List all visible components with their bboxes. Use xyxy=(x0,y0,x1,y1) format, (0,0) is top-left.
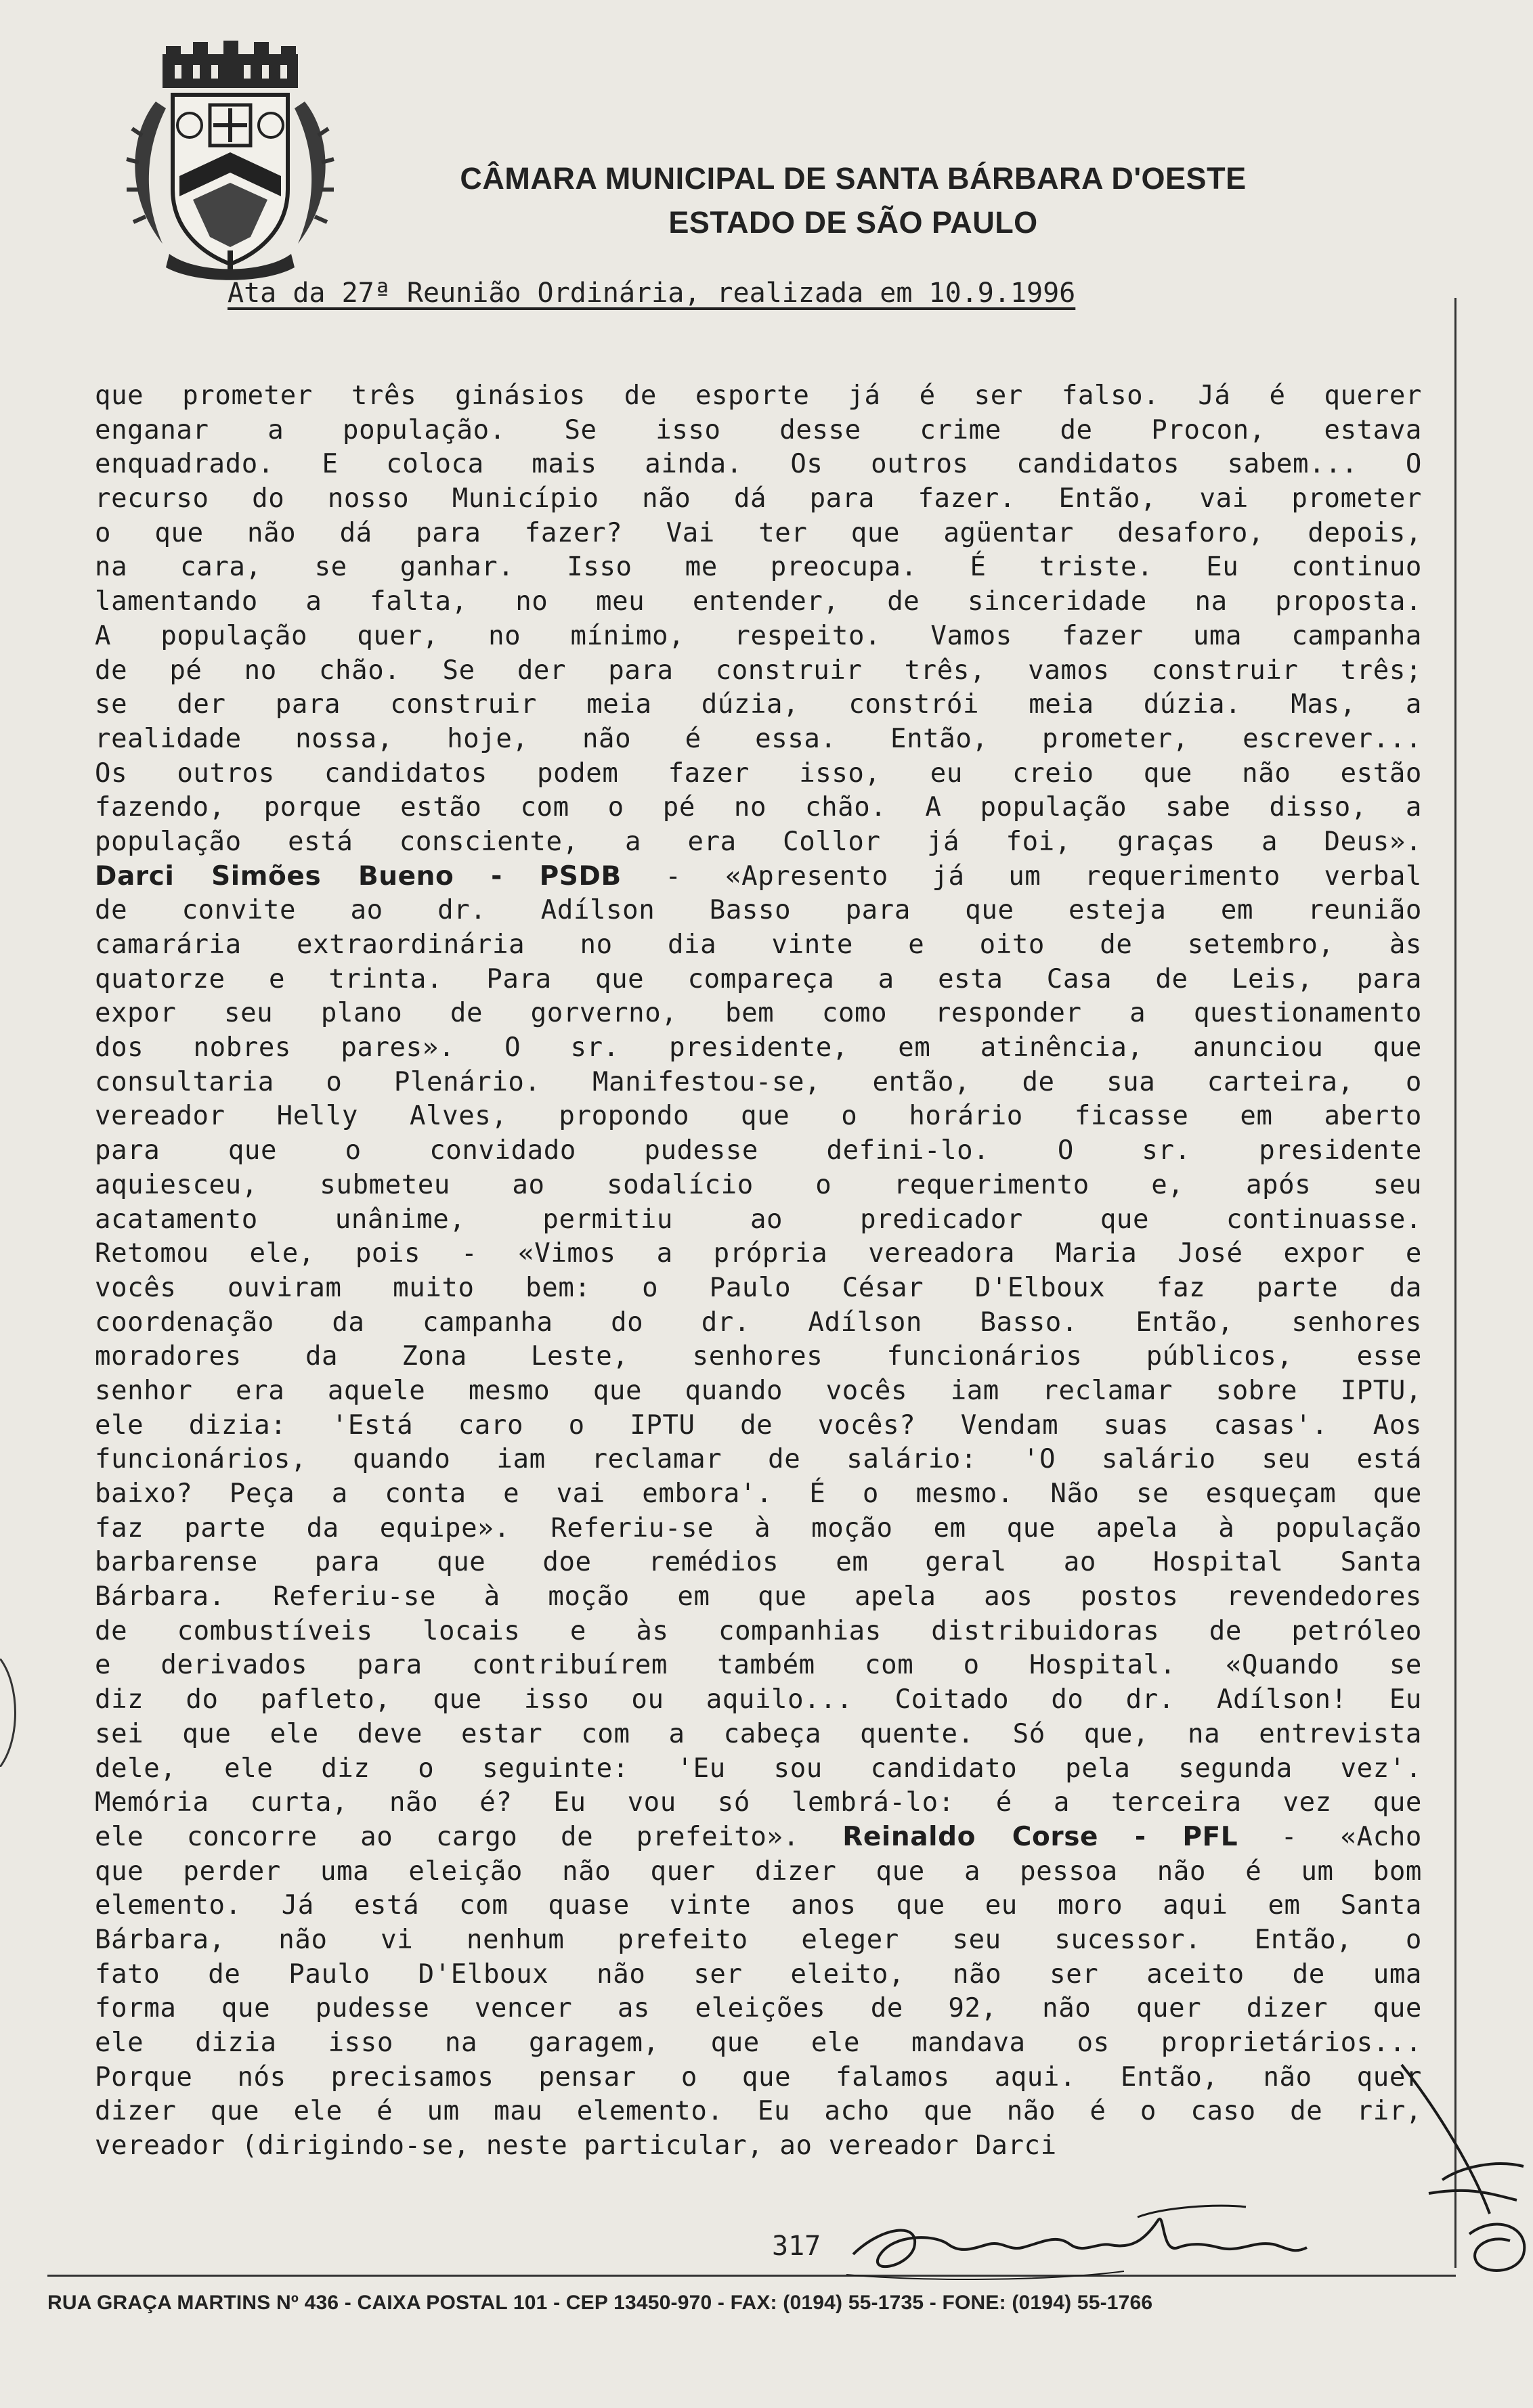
body-line: de pé no chão. Se der para construir três, vamos construir três; xyxy=(95,655,1422,686)
institution-name: CÂMARA MUNICIPAL DE SANTA BÁRBARA D'OESTE xyxy=(460,161,1247,196)
body-line: moradores da Zona Leste, senhores funcionários públicos, esse xyxy=(95,1341,1422,1372)
speaker-name: Darci Simões Bueno - PSDB xyxy=(95,860,622,892)
body-line: barbarense para que doe remédios em geral ao Hospital Santa xyxy=(95,1547,1422,1578)
municipal-coat-of-arms-icon xyxy=(115,41,345,284)
handwritten-signature xyxy=(840,2180,1368,2288)
body-line: que perder uma eleição não quer dizer que a pessoa não é um bom xyxy=(95,1856,1422,1887)
body-line: baixo? Peça a conta e vai embora'. É o mesmo. Não se esqueçam que xyxy=(95,1479,1422,1509)
body-line-fragment: ele concorre ao cargo de prefeito». xyxy=(95,1821,843,1852)
body-line: Retomou ele, pois - «Vimos a própria vereadora Maria José expor e xyxy=(95,1238,1422,1269)
body-line: fazendo, porque estão com o pé no chão. A população sabe disso, a xyxy=(95,792,1422,823)
body-line: vereador (dirigindo-se, neste particular, ao vereador Darci xyxy=(95,2130,1057,2162)
body-line: dele, ele diz o seguinte: 'Eu sou candidato pela segunda vez'. xyxy=(95,1753,1422,1784)
body-line: elemento. Já está com quase vinte anos que eu moro aqui em Santa xyxy=(95,1890,1422,1921)
footer-address: RUA GRAÇA MARTINS Nº 436 - CAIXA POSTAL 101 - CEP 13450-970 - FAX: (0194) 55-1735 - FONE: (0194) 55-1766 xyxy=(47,2292,1153,2314)
body-line: diz do pafleto, que isso ou aquilo... Coitado do dr. Adílson! Eu xyxy=(95,1684,1422,1715)
body-line: aquiesceu, submeteu ao sodalício o requerimento e, após seu xyxy=(95,1169,1422,1200)
body-line: que prometer três ginásios de esporte já é ser falso. Já é querer xyxy=(95,380,1422,411)
initials-signature xyxy=(1388,2058,1533,2281)
minutes-body xyxy=(95,379,1422,2164)
body-line: vocês ouviram muito bem: o Paulo César D'Elboux faz parte da xyxy=(95,1272,1422,1303)
body-line: expor seu plano de gorverno, bem como responder a questionamento xyxy=(95,998,1422,1029)
body-line: Bárbara. Referiu-se à moção em que apela aos postos revendedores xyxy=(95,1581,1422,1613)
body-line: Bárbara, não vi nenhum prefeito eleger seu sucessor. Então, o xyxy=(95,1924,1422,1955)
body-line: consultaria o Plenário. Manifestou-se, então, de sua carteira, o xyxy=(95,1066,1422,1097)
body-line: ele dizia: 'Está caro o IPTU de vocês? Vendam suas casas'. Aos xyxy=(95,1409,1422,1441)
page-number: 317 xyxy=(772,2231,821,2262)
body-line: Porque nós precisamos pensar o que falamos aqui. Então, não quer xyxy=(95,2061,1422,2093)
body-line: Memória curta, não é? Eu vou só lembrá-lo: é a terceira vez que xyxy=(95,1787,1422,1818)
body-line: sei que ele deve estar com a cabeça quente. Só que, na entrevista xyxy=(95,1718,1422,1749)
minutes-title: Ata da 27ª Reunião Ordinária, realizada em 10.9.1996 xyxy=(228,278,1076,309)
body-line: realidade nossa, hoje, não é essa. Então, prometer, escrever... xyxy=(95,723,1422,754)
body-line: população está consciente, a era Collor já foi, graças a Deus». xyxy=(95,826,1422,857)
body-line: dos nobres pares». O sr. presidente, em atinência, anunciou que xyxy=(95,1032,1422,1064)
body-line: para que o convidado pudesse defini-lo. O sr. presidente xyxy=(95,1135,1422,1166)
speaker-text: - «Apresento já um requerimento verbal xyxy=(621,860,1423,892)
speaker-name: Reinaldo Corse - PFL xyxy=(842,1821,1238,1852)
state-name: ESTADO DE SÃO PAULO xyxy=(668,205,1038,240)
body-line: faz parte da equipe». Referiu-se à moção em que apela à população xyxy=(95,1512,1422,1544)
body-line: de convite ao dr. Adílson Basso para que esteja em reunião xyxy=(95,895,1422,926)
body-line: camarária extraordinária no dia vinte e oito de setembro, às xyxy=(95,929,1422,960)
body-line: coordenação da campanha do dr. Adílson Basso. Então, senhores xyxy=(95,1307,1422,1338)
body-line: Os outros candidatos podem fazer isso, eu creio que não estão xyxy=(95,758,1422,789)
body-line: enquadrado. E coloca mais ainda. Os outros candidatos sabem... O xyxy=(95,449,1422,480)
body-line: quatorze e trinta. Para que compareça a esta Casa de Leis, para xyxy=(95,963,1422,994)
body-line: ele dizia isso na garagem, que ele mandava os proprietários... xyxy=(95,2028,1422,2058)
body-line: dizer que ele é um mau elemento. Eu acho que não é o caso de rir, xyxy=(95,2096,1422,2127)
binding-mark xyxy=(0,1659,27,1767)
body-line: o que não dá para fazer? Vai ter que agüentar desaforo, depois, xyxy=(95,517,1422,548)
body-line: funcionários, quando iam reclamar de salário: 'O salário seu está xyxy=(95,1444,1422,1475)
body-line: acatamento unânime, permitiu ao predicador que continuasse. xyxy=(95,1204,1422,1235)
body-line: na cara, se ganhar. Isso me preocupa. É triste. Eu continuo xyxy=(95,552,1422,583)
body-line: de combustíveis locais e às companhias distribuidoras de petróleo xyxy=(95,1615,1422,1646)
body-line: A população quer, no mínimo, respeito. Vamos fazer uma campanha xyxy=(95,620,1422,651)
body-line: fato de Paulo D'Elboux não ser eleito, não ser aceito de uma xyxy=(95,1958,1422,1990)
speaker-line xyxy=(95,1820,1422,1855)
body-line: lamentando a falta, no meu entender, de sinceridade na proposta. xyxy=(95,586,1422,617)
body-line: recurso do nosso Município não dá para fazer. Então, vai prometer xyxy=(95,483,1422,515)
body-line: e derivados para contribuírem também com o Hospital. «Quando se xyxy=(95,1650,1422,1681)
body-line: vereador Helly Alves, propondo que o horário ficasse em aberto xyxy=(95,1101,1422,1132)
speaker-text: - «Acho xyxy=(1238,1821,1422,1852)
body-line: forma que pudesse vencer as eleições de 92, não quer dizer que xyxy=(95,1993,1422,2024)
speaker-line xyxy=(95,860,1422,894)
body-line: se der para construir meia dúzia, constrói meia dúzia. Mas, a xyxy=(95,689,1422,720)
body-line: enganar a população. Se isso desse crime de Procon, estava xyxy=(95,414,1422,445)
body-line: senhor era aquele mesmo que quando vocês iam reclamar sobre IPTU, xyxy=(95,1375,1422,1406)
right-margin-line xyxy=(1454,298,1456,2268)
